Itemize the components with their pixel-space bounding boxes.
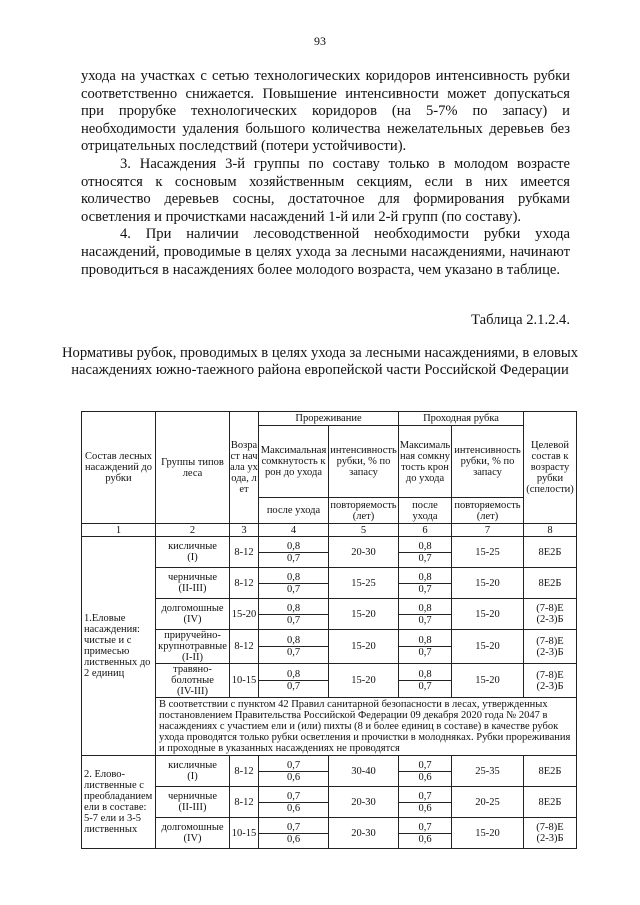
norms-table (81, 411, 577, 849)
density-before: 0,7 (259, 822, 328, 834)
header-after-care: после ухода (399, 498, 452, 524)
col-number: 6 (399, 524, 452, 537)
density (399, 599, 452, 630)
density-before: 0,8 (259, 669, 328, 681)
intensity: 15-20 (329, 664, 399, 698)
target-composition (524, 664, 577, 698)
target-composition (524, 568, 577, 599)
forest-type-roman: (IV-III) (176, 686, 209, 697)
density (399, 664, 452, 698)
density-after: 0,6 (286, 802, 301, 814)
density (399, 630, 452, 664)
table-row (82, 818, 577, 849)
start-age: 8-12 (230, 537, 259, 568)
density (259, 664, 329, 698)
target-composition (524, 787, 577, 818)
intensity: 20-30 (329, 537, 399, 568)
target-line: 8Е2Б (538, 577, 562, 589)
density-after: 0,7 (286, 681, 301, 692)
target-line: (7-8)Е (536, 635, 564, 647)
density (259, 818, 329, 849)
density (399, 818, 452, 849)
density (259, 630, 329, 664)
density-before: 0,7 (259, 791, 328, 803)
forest-type-name: долгомошные (161, 822, 224, 833)
page-number: 93 (314, 34, 326, 48)
density-after: 0,6 (418, 771, 432, 783)
header-intensity: интенсивность рубки, % по запасу (329, 426, 399, 498)
table-note: В соответствии с пунктом 42 Правил санитарной безопасности в лесах, утвержденных постановлением Правительства Российской Федерации 09 декабря 2020 года № 2047 в насаждениях с участием ели и (или) пихты (8 и более единиц в составе) в качестве рубок ухода проводятся только рубки осветления и прочистки в молодняках. Рубки прореживания и проходные в указанных насаждениях не проводятся (156, 698, 577, 756)
col-number: 1 (82, 524, 156, 537)
header-forest-types: Группы типов леса (156, 412, 230, 524)
density (399, 787, 452, 818)
forest-type-name: черничные (167, 791, 218, 802)
forest-type-name: травяно-болотные (171, 664, 214, 686)
density-before: 0,8 (399, 541, 451, 553)
target-line: 8Е2Б (538, 796, 562, 808)
forest-type (156, 537, 230, 568)
target-composition (524, 756, 577, 787)
forest-type-roman: (I-II) (182, 652, 203, 663)
start-age: 8-12 (230, 756, 259, 787)
density-before: 0,8 (259, 635, 328, 647)
target-line: (2-3)Б (536, 646, 564, 658)
table-row (82, 756, 577, 787)
start-age: 15-20 (230, 599, 259, 630)
forest-type (156, 787, 230, 818)
header-composition: Состав лесных насаждений до рубки (82, 412, 156, 524)
density (259, 537, 329, 568)
start-age: 8-12 (230, 787, 259, 818)
col-number: 4 (259, 524, 329, 537)
forest-type-name: черничные (167, 572, 218, 583)
density-after: 0,6 (418, 802, 432, 814)
density-after: 0,7 (286, 614, 301, 626)
col-number: 5 (329, 524, 399, 537)
forest-type-roman: (II-III) (178, 802, 207, 813)
target-line: (7-8)Е (536, 822, 564, 833)
table-row (82, 537, 577, 568)
density-after: 0,6 (286, 771, 301, 783)
density (399, 537, 452, 568)
table-row (82, 630, 577, 664)
intensity: 15-20 (452, 568, 524, 599)
forest-type-roman: (IV) (183, 833, 202, 844)
intensity: 15-25 (329, 568, 399, 599)
density-before: 0,8 (399, 603, 451, 615)
start-age: 8-12 (230, 568, 259, 599)
density-before: 0,7 (259, 760, 328, 772)
target-line: (7-8)Е (536, 603, 564, 614)
col-number: 2 (156, 524, 230, 537)
header-repeat: повторяемость (лет) (330, 499, 397, 522)
density (259, 787, 329, 818)
header-max-density: Максимальная сомкнутость крон до ухода (399, 426, 452, 498)
header-intensity: интенсивность рубки, % по запасу (452, 426, 524, 498)
density-before: 0,8 (259, 541, 328, 553)
start-age: 8-12 (230, 630, 259, 664)
density (259, 568, 329, 599)
header-after-care: после ухода (259, 498, 329, 524)
intensity: 15-25 (452, 537, 524, 568)
intensity: 15-20 (452, 599, 524, 630)
intensity: 15-20 (452, 818, 524, 849)
density-after: 0,7 (286, 647, 301, 658)
density-after: 0,6 (286, 833, 301, 845)
start-age: 10-15 (230, 664, 259, 698)
intensity: 15-20 (452, 630, 524, 664)
density-after: 0,7 (286, 552, 301, 564)
header-target-composition: Целевой состав к возрасту рубки (спелости) (524, 412, 577, 524)
forest-type-name: кисличные (168, 541, 217, 552)
paragraph: 4. При наличии лесоводственной необходимости рубки ухода насаждений, проводимые в целях ухода за лесными насаждениями, начинают проводиться в насаждениях более молодого возраста, чем указано в таблице. (81, 226, 570, 278)
col-number: 8 (524, 524, 577, 537)
density (259, 599, 329, 630)
intensity: 15-20 (452, 664, 524, 698)
intensity: 15-20 (329, 630, 399, 664)
table-row (82, 787, 577, 818)
forest-type-name: приручейно-крупнотравные (158, 630, 227, 652)
table-title: Нормативы рубок, проводимых в целях ухода за лесными насаждениями, в еловых насаждениях южно-таежного района европейской части Российской Федерации (62, 345, 578, 378)
density-before: 0,8 (259, 603, 328, 615)
density-after: 0,7 (418, 583, 432, 595)
paragraph: 3. Насаждения 3-й группы по составу только в молодом возрасте относятся к сосновым хозяйственным секциям, если в них имеется количество деревьев сосны, достаточное для формирования рубками осветления и прочистками насаждений 1-й или 2-й групп (по составу). (81, 155, 570, 225)
intensity: 20-25 (452, 787, 524, 818)
forest-type-roman: (I) (187, 552, 198, 563)
target-composition (524, 818, 577, 849)
target-composition (524, 599, 577, 630)
forest-type (156, 630, 230, 664)
forest-type (156, 568, 230, 599)
target-line: (2-3)Б (536, 833, 564, 844)
paragraph: ухода на участках с сетью технологических коридоров интенсивность рубки соответственно снижается. Повышение интенсивности может допускаться при прорубке технологических коридоров (на 5-7% по запасу) и необходимости удаления большого количества нежелательных деревьев без отрицательных последствий (потери устойчивости). (81, 68, 570, 155)
header-start-age: Возраст начала ухода, лет (230, 412, 259, 524)
target-line: (7-8)Е (536, 669, 564, 681)
intensity: 25-35 (452, 756, 524, 787)
target-composition (524, 537, 577, 568)
density-after: 0,7 (418, 614, 432, 626)
target-line: 8Е2Б (538, 765, 562, 777)
table-row (82, 568, 577, 599)
intensity: 20-30 (329, 787, 399, 818)
intensity: 15-20 (329, 599, 399, 630)
forest-type-name: долгомошные (161, 603, 224, 614)
forest-type-roman: (II-III) (178, 583, 207, 594)
body-text (81, 68, 570, 279)
intensity: 20-30 (329, 818, 399, 849)
density-before: 0,7 (399, 822, 451, 834)
density-after: 0,7 (418, 647, 432, 658)
table-row (82, 664, 577, 698)
intensity: 30-40 (329, 756, 399, 787)
density (259, 756, 329, 787)
forest-type-roman: (I) (187, 771, 198, 782)
col-number: 7 (452, 524, 524, 537)
target-line: (2-3)Б (536, 614, 564, 625)
col-number: 3 (230, 524, 259, 537)
header-thinning: Прореживание (259, 412, 399, 426)
table-row (82, 599, 577, 630)
header-passage-cutting: Проходная рубка (399, 412, 524, 426)
density-before: 0,8 (399, 572, 451, 584)
density-before: 0,8 (259, 572, 328, 584)
density (399, 568, 452, 599)
table-caption: Таблица 2.1.2.4. (471, 312, 570, 328)
density-after: 0,7 (418, 681, 432, 692)
target-line: (2-3)Б (536, 680, 564, 692)
header-repeat: повторяемость (лет) (452, 498, 524, 524)
forest-type-name: кисличные (168, 760, 217, 771)
density-before: 0,7 (399, 760, 451, 772)
density (399, 756, 452, 787)
group-name: 2. Елово-лиственные с преобладанием ели в составе: 5-7 ели и 3-5 лиственных (82, 756, 156, 849)
forest-type-roman: (IV) (183, 614, 202, 625)
forest-type (156, 664, 230, 698)
density-after: 0,6 (418, 833, 432, 845)
density-after: 0,7 (286, 583, 301, 595)
density-after: 0,7 (418, 552, 432, 564)
start-age: 10-15 (230, 818, 259, 849)
density-before: 0,8 (399, 669, 451, 681)
group-name: 1.Еловые насаждения: чистые и с примесью лиственных до 2 единиц (82, 537, 156, 756)
target-line: 8Е2Б (538, 546, 562, 558)
forest-type (156, 756, 230, 787)
forest-type (156, 818, 230, 849)
density-before: 0,8 (399, 635, 451, 647)
forest-type (156, 599, 230, 630)
target-composition (524, 630, 577, 664)
header-max-density: Максимальная сомкнутость крон до ухода (259, 426, 329, 498)
density-before: 0,7 (399, 791, 451, 803)
